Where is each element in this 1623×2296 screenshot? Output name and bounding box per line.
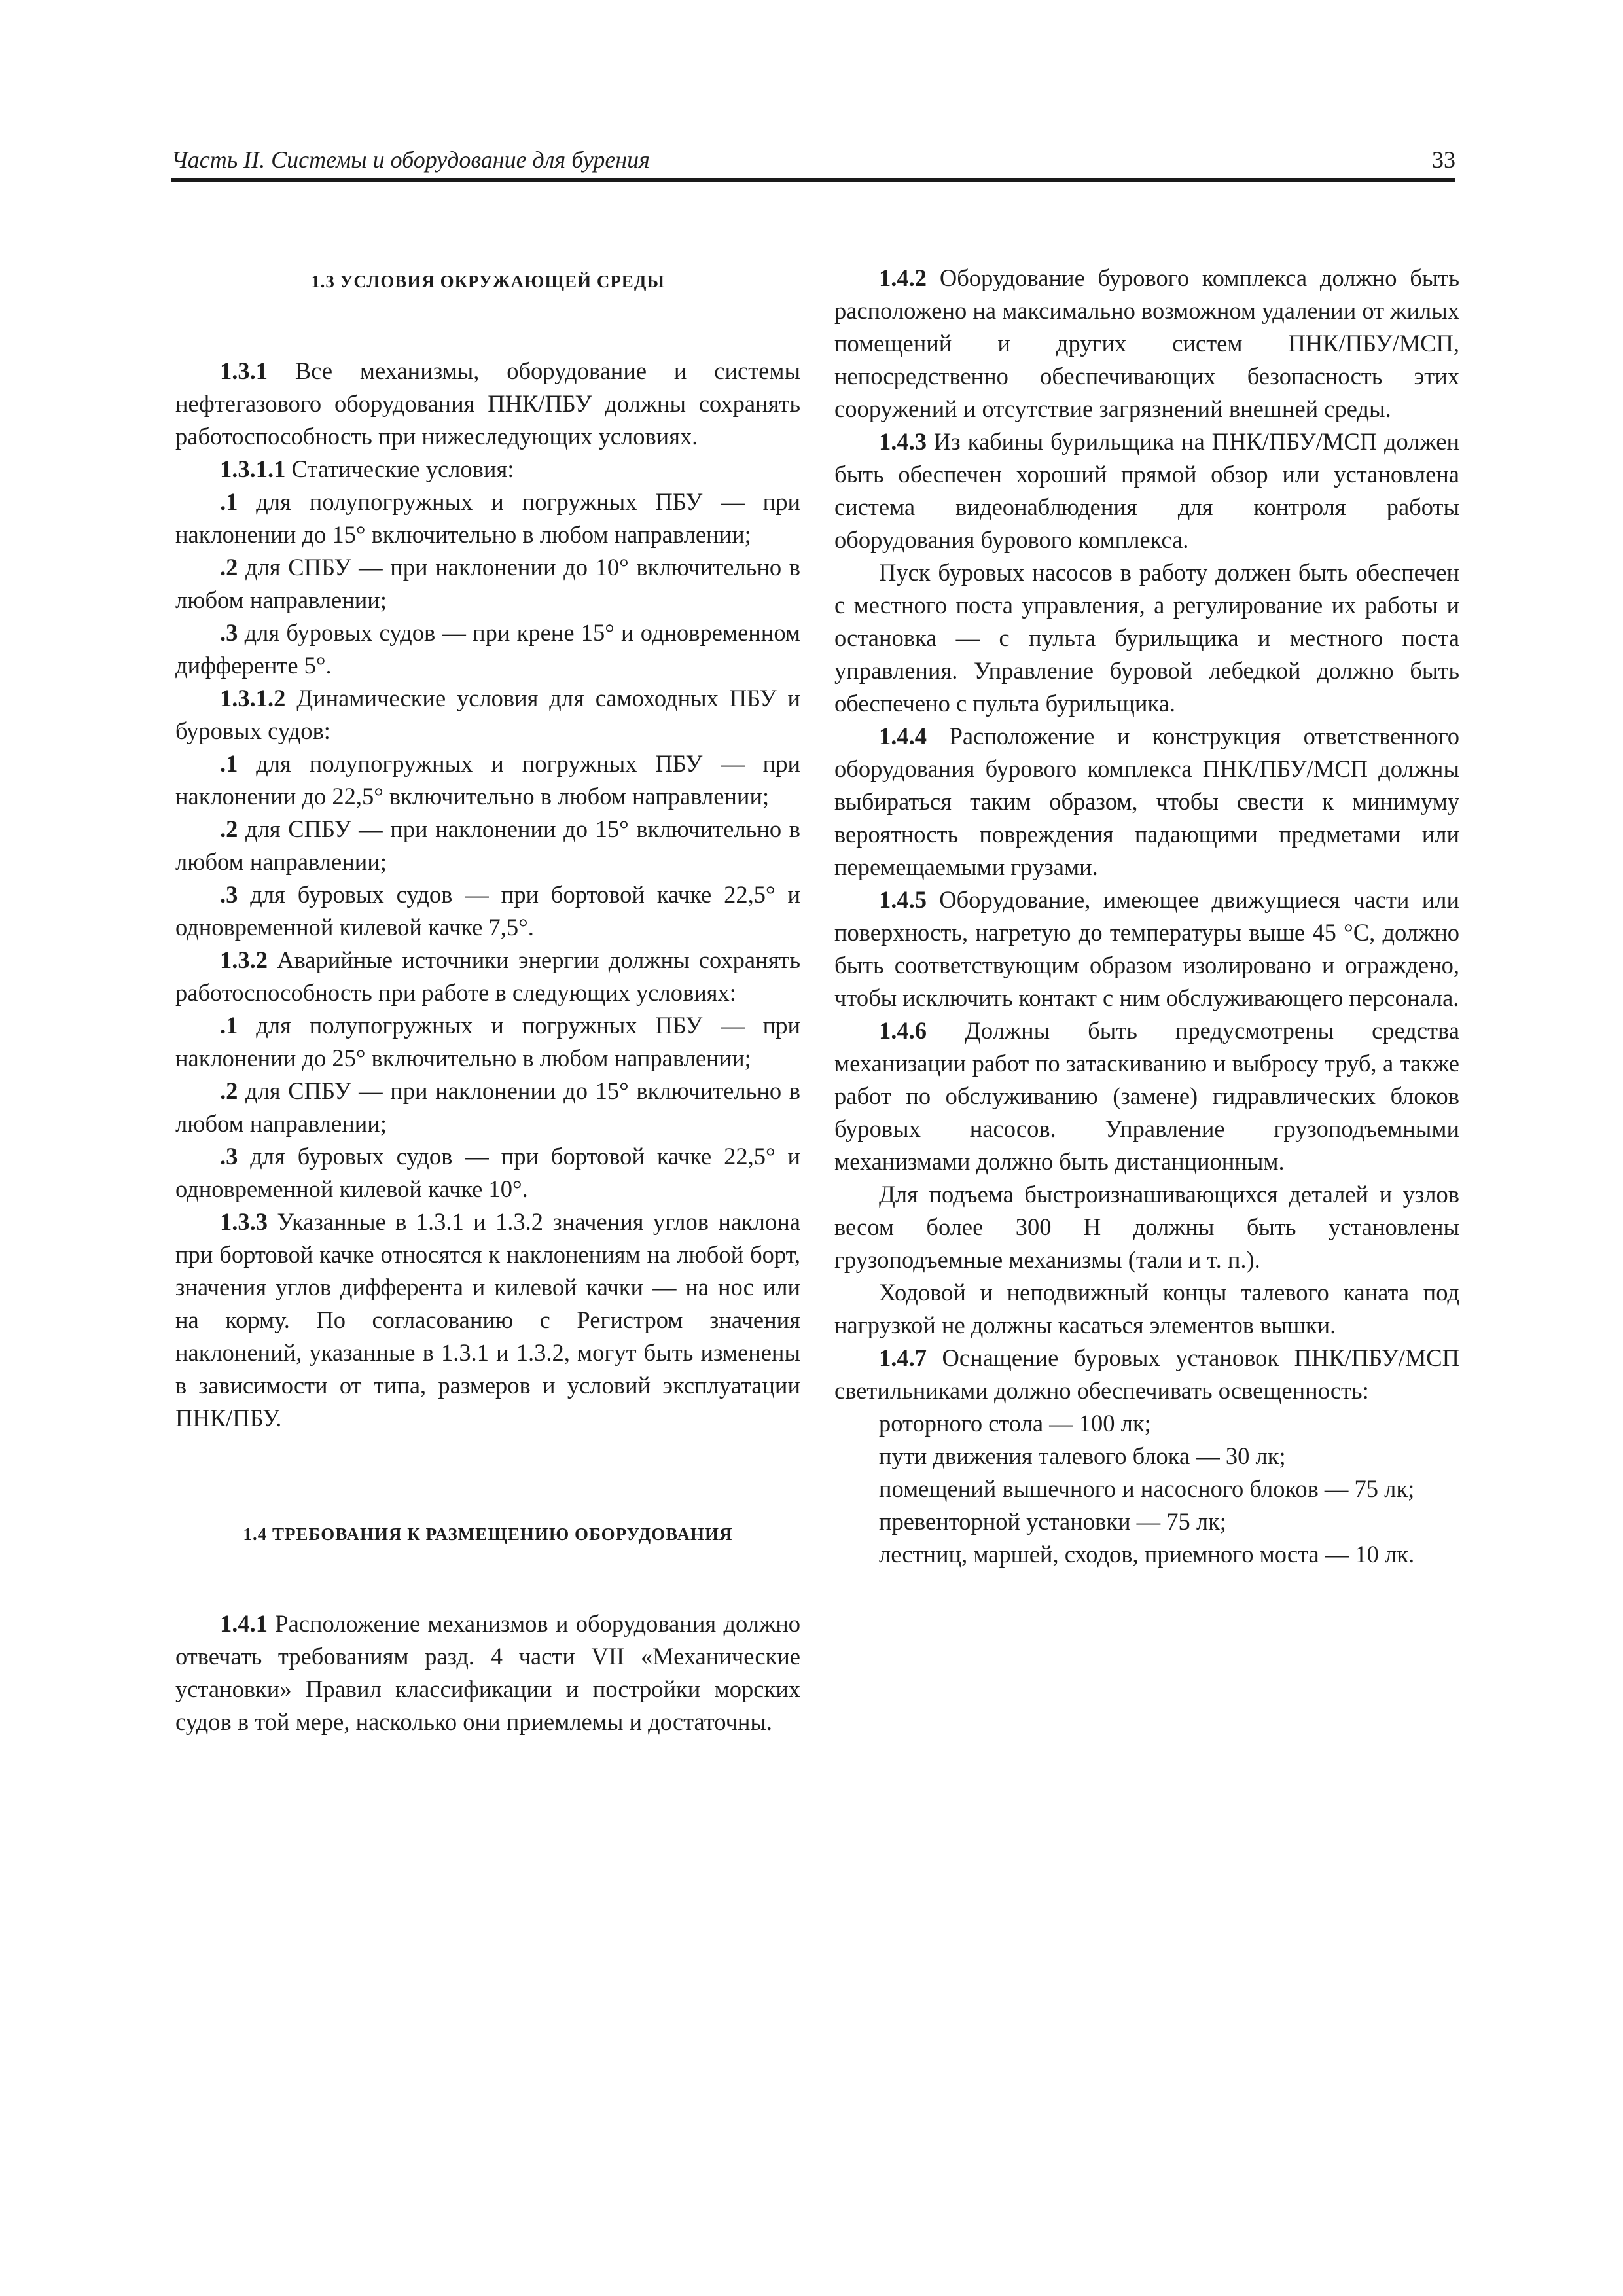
clause-text: Должны быть предусмотрены средства механизации работ по затаскиванию и выбросу труб, а также работ по обслуживанию (замене) гидравлических блоков буровых насосов. Управление грузоподъемными механизмами должно быть дистанционным.	[834, 1017, 1459, 1175]
clause-text: Оборудование, имеющее движущиеся части или поверхность, нагретую до температуры выше 45 °С, должно быть соответствующим образом изолировано и ограждено, чтобы исключить контакт с ним обслуживающего персонала.	[834, 886, 1459, 1011]
list-item	[175, 551, 800, 617]
paragraph-1-3-1	[175, 355, 800, 453]
paragraph-pumps: Пуск буровых насосов в работу должен быть обеспечен с местного поста управления, а регулирование их работы и остановка — с пульта бурильщика и местного поста управления. Управление буровой лебедкой должно быть обеспечено с пульта бурильщика.	[834, 559, 1459, 717]
paragraph-1-4-3	[834, 425, 1459, 556]
clause-text: Аварийные источники энергии должны сохранять работоспособность при работе в следующих условиях:	[175, 946, 800, 1006]
list-item	[175, 486, 800, 551]
lighting-item: помещений вышечного и насосного блоков — 75 лк;	[879, 1475, 1415, 1502]
clause-text: Все механизмы, оборудование и системы нефтегазового оборудования ПНК/ПБУ должны сохранять работоспособность при нижеследующих условиях.	[175, 357, 800, 450]
paragraph-1-4-2	[834, 262, 1459, 425]
section-heading-1-3: 1.3 УСЛОВИЯ ОКРУЖАЮЩЕЙ СРЕДЫ	[311, 272, 665, 291]
paragraph-1-3-3	[175, 1206, 800, 1435]
item-text: для СПБУ — при наклонении до 15° включительно в любом направлении;	[175, 1077, 800, 1137]
item-text: для полупогружных и погружных ПБУ — при наклонении до 25° включительно в любом направлении;	[175, 1012, 800, 1071]
item-number: .2	[220, 1077, 238, 1104]
item-number: .2	[220, 554, 238, 581]
item-text: для буровых судов — при бортовой качке 22,5° и одновременной килевой качке 7,5°.	[175, 881, 800, 941]
paragraph-1-4-1	[175, 1607, 800, 1738]
paragraph-1-3-1-2	[175, 682, 800, 747]
paragraph-1-3-1-1	[175, 453, 800, 486]
list-item	[175, 1140, 800, 1206]
clause-number: 1.4.3	[879, 428, 927, 455]
item-text: для полупогружных и погружных ПБУ — при наклонении до 15° включительно в любом направлении;	[175, 488, 800, 548]
header-title: Часть II. Системы и оборудование для бурения	[171, 147, 650, 173]
clause-number: 1.3.3	[220, 1208, 268, 1235]
list-item	[175, 813, 800, 878]
clause-number: 1.4.6	[879, 1017, 927, 1044]
list-item	[175, 878, 800, 944]
item-text: для буровых судов — при крене 15° и одновременном дифференте 5°.	[175, 619, 800, 679]
item-text: для СПБУ — при наклонении до 15° включительно в любом направлении;	[175, 816, 800, 875]
paragraph-1-4-4	[834, 720, 1459, 884]
clause-number: 1.4.1	[220, 1610, 268, 1637]
page-number: 33	[1432, 147, 1455, 173]
clause-text: Динамические условия для самоходных ПБУ и буровых судов:	[175, 685, 800, 744]
paragraph-rope: Ходовой и неподвижный концы талевого каната под нагрузкой не должны касаться элементов вышки.	[834, 1279, 1459, 1338]
item-number: .3	[220, 1143, 238, 1170]
clause-text: Оборудование бурового комплекса должно быть расположено на максимально возможном удалении от жилых помещений и других систем ПНК/ПБУ/МСП, непосредственно обеспечивающих безопасность этих сооружений и отсутствие загрязнений внешней среды.	[834, 264, 1459, 422]
list-item	[175, 617, 800, 682]
clause-number: 1.3.2	[220, 946, 268, 973]
item-text: для полупогружных и погружных ПБУ — при наклонении до 22,5° включительно в любом направлении;	[175, 750, 800, 810]
lighting-item: лестниц, маршей, сходов, приемного моста — 10 лк.	[879, 1541, 1415, 1568]
lighting-item: превенторной установки — 75 лк;	[879, 1508, 1226, 1535]
section-heading-1-4: 1.4 ТРЕБОВАНИЯ К РАЗМЕЩЕНИЮ ОБОРУДОВАНИЯ	[243, 1524, 733, 1544]
list-item	[175, 1009, 800, 1075]
item-text: для буровых судов — при бортовой качке 22,5° и одновременной килевой качке 10°.	[175, 1143, 800, 1202]
item-number: .3	[220, 881, 238, 908]
paragraph-1-3-2	[175, 944, 800, 1009]
clause-text: Расположение механизмов и оборудования должно отвечать требованиям разд. 4 части VII «Механические установки» Правил классификации и постройки морских судов в той мере, насколько они приемлемы и достаточны.	[175, 1610, 800, 1735]
clause-number: 1.3.1.1	[220, 456, 286, 482]
lighting-item: пути движения талевого блока — 30 лк;	[879, 1443, 1286, 1469]
paragraph-1-4-5	[834, 884, 1459, 1014]
item-number: .2	[220, 816, 238, 842]
paragraph-lift: Для подъема быстроизнашивающихся деталей и узлов весом более 300 Н должны быть установлены грузоподъемные механизмы (тали и т. п.).	[834, 1181, 1459, 1273]
clause-number: 1.4.4	[879, 723, 927, 749]
item-number: .1	[220, 750, 238, 777]
lighting-item: роторного стола — 100 лк;	[879, 1410, 1151, 1437]
clause-number: 1.3.1.2	[220, 685, 286, 711]
clause-text: Статические условия:	[285, 456, 514, 482]
item-number: .3	[220, 619, 238, 646]
clause-text: Расположение и конструкция ответственного оборудования бурового комплекса ПНК/ПБУ/МСП должны выбираться таким образом, чтобы свести к минимуму вероятность повреждения падающими предметами или перемещаемыми грузами.	[834, 723, 1459, 880]
paragraph-1-4-7	[834, 1342, 1459, 1407]
clause-number: 1.4.2	[879, 264, 927, 291]
item-number: .1	[220, 488, 238, 515]
clause-number: 1.4.5	[879, 886, 927, 913]
running-header	[171, 145, 1455, 182]
item-number: .1	[220, 1012, 238, 1039]
clause-text: Из кабины бурильщика на ПНК/ПБУ/МСП должен быть обеспечен хороший прямой обзор или установлена система видеонаблюдения для контроля работы оборудования бурового комплекса.	[834, 428, 1459, 553]
list-item	[175, 1075, 800, 1140]
item-text: для СПБУ — при наклонении до 10° включительно в любом направлении;	[175, 554, 800, 613]
left-column	[175, 262, 800, 1738]
paragraph-1-4-6	[834, 1014, 1459, 1178]
right-column	[834, 262, 1459, 1571]
list-item	[175, 747, 800, 813]
clause-number: 1.4.7	[879, 1344, 927, 1371]
clause-number: 1.3.1	[220, 357, 268, 384]
clause-text: Указанные в 1.3.1 и 1.3.2 значения углов наклона при бортовой качке относятся к наклонениям на любой борт, значения углов дифферента и килевой качки — на нос или на корму. По согласованию с Регистром значения наклонений, указанные в 1.3.1 и 1.3.2, могут быть изменены в зависимости от типа, размеров и условий эксплуатации ПНК/ПБУ.	[175, 1208, 800, 1431]
clause-text: Оснащение буровых установок ПНК/ПБУ/МСП светильниками должно обеспечивать освещенность:	[834, 1344, 1459, 1404]
